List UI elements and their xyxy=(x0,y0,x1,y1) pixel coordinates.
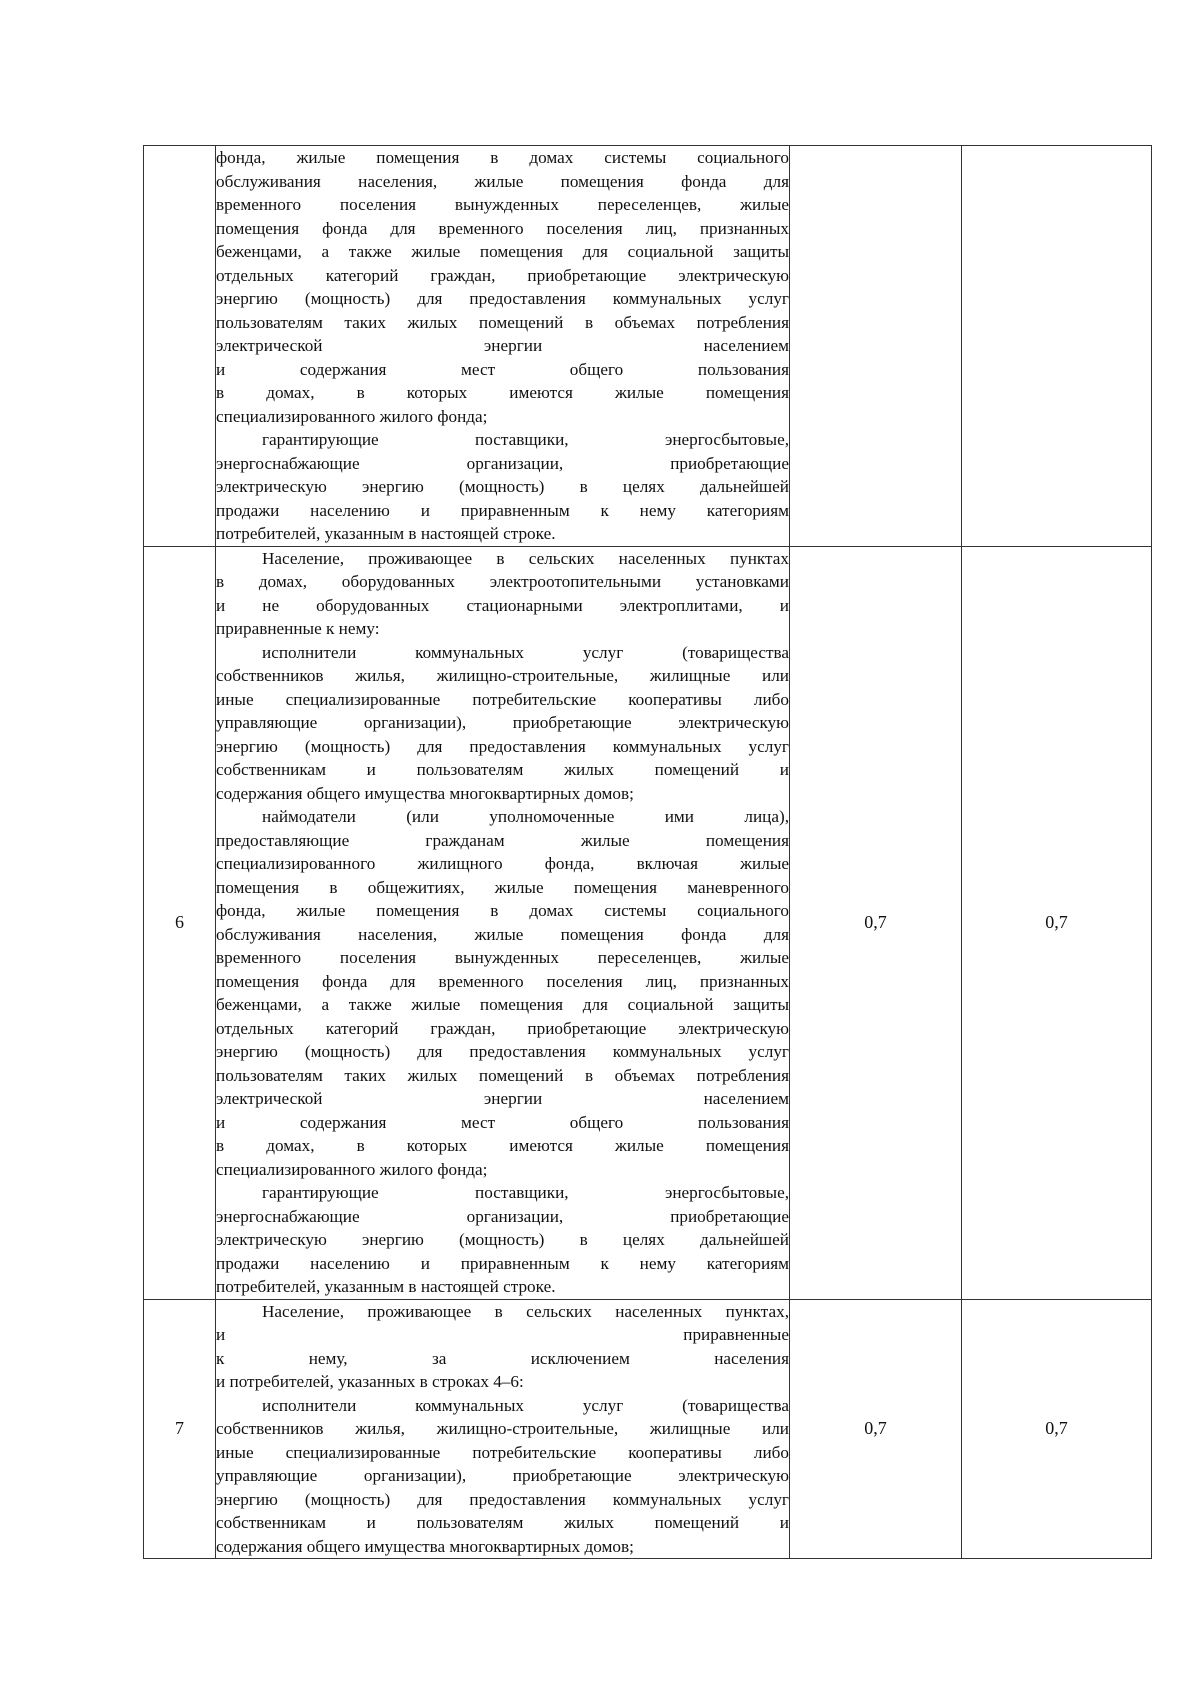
text-line: временного поселения вынужденных переселенцев, жилые xyxy=(216,195,789,214)
text-line: управляющие организации), приобретающие электрическую xyxy=(216,1466,789,1485)
text-line: и потребителей, указанных в строках 4–6: xyxy=(216,1372,524,1391)
text-line: в домах, в которых имеются жилые помещения xyxy=(216,383,789,402)
text-line: и не оборудованных стационарными электроплитами, и xyxy=(216,595,789,615)
text-line: обслуживания населения, жилые помещения фонда для xyxy=(216,171,789,191)
text-line: фонда, жилые помещения в домах системы социального xyxy=(216,148,789,167)
text-line: Население, проживающее в сельских населенных пунктах, xyxy=(262,1301,789,1321)
row-number: 6 xyxy=(144,546,216,1299)
row-description xyxy=(216,146,790,547)
text-line: беженцами, а также жилые помещения для социальной защиты xyxy=(216,242,789,261)
text-line: и приравненные xyxy=(216,1325,789,1344)
table-row xyxy=(144,1299,1152,1559)
text-line: приравненные к нему: xyxy=(216,619,380,638)
text-line: электрической энергии населением xyxy=(216,1089,789,1108)
row-description xyxy=(216,546,790,1299)
text-line: энергию (мощность) для предоставления коммунальных услуг xyxy=(216,736,789,756)
text-line: отдельных категорий граждан, приобретающие электрическую xyxy=(216,265,789,285)
text-line: пользователям таких жилых помещений в объемах потребления xyxy=(216,1065,789,1085)
coefficient-value-2: 0,7 xyxy=(962,1299,1152,1559)
text-line: иные специализированные потребительские кооперативы либо xyxy=(216,689,789,709)
text-line: и содержания мест общего пользования xyxy=(216,1112,789,1132)
coefficient-value-1: 0,7 xyxy=(790,546,962,1299)
text-line: электрическую энергию (мощность) в целях дальнейшей xyxy=(216,477,789,496)
table-row xyxy=(144,146,1152,547)
row-description xyxy=(216,1299,790,1559)
text-line: беженцами, а также жилые помещения для социальной защиты xyxy=(216,995,789,1014)
text-line: собственникам и пользователям жилых помещений и xyxy=(216,1513,789,1532)
text-line: специализированного жилого фонда; xyxy=(216,406,488,426)
text-line: энергоснабжающие организации, приобретающие xyxy=(216,453,789,473)
text-line: фонда, жилые помещения в домах системы социального xyxy=(216,901,789,920)
text-line: помещения фонда для временного поселения лиц, признанных xyxy=(216,971,789,991)
text-line: временного поселения вынужденных переселенцев, жилые xyxy=(216,948,789,967)
text-line: энергию (мощность) для предоставления коммунальных услуг xyxy=(216,1042,789,1061)
text-line: электрическую энергию (мощность) в целях дальнейшей xyxy=(216,1230,789,1249)
text-line: наймодатели (или уполномоченные ими лица), xyxy=(262,807,789,826)
table-row xyxy=(144,546,1152,1299)
text-line: иные специализированные потребительские кооперативы либо xyxy=(216,1442,789,1462)
text-line: энергию (мощность) для предоставления коммунальных услуг xyxy=(216,1489,789,1509)
text-line: отдельных категорий граждан, приобретающие электрическую xyxy=(216,1018,789,1038)
text-line: Население, проживающее в сельских населенных пунктах xyxy=(262,548,789,568)
text-line: помещения в общежитиях, жилые помещения маневренного xyxy=(216,877,789,897)
text-line: в домах, оборудованных электроотопительными установками xyxy=(216,572,789,591)
text-line: собственников жилья, жилищно-строительные, жилищные или xyxy=(216,1419,789,1438)
coefficient-value-2: 0,7 xyxy=(962,546,1152,1299)
coefficient-value-2 xyxy=(962,146,1152,547)
text-line: обслуживания населения, жилые помещения фонда для xyxy=(216,924,789,944)
text-line: специализированного жилищного фонда, включая жилые xyxy=(216,854,789,873)
text-line: потребителей, указанным в настоящей строке. xyxy=(216,524,556,543)
text-line: продажи населению и приравненным к нему категориям xyxy=(216,1253,789,1273)
text-line: и содержания мест общего пользования xyxy=(216,359,789,379)
row-number xyxy=(144,146,216,547)
text-line: пользователям таких жилых помещений в объемах потребления xyxy=(216,312,789,332)
text-line: энергоснабжающие организации, приобретающие xyxy=(216,1206,789,1226)
text-line: специализированного жилого фонда; xyxy=(216,1159,488,1179)
row-number: 7 xyxy=(144,1299,216,1559)
text-line: продажи населению и приравненным к нему категориям xyxy=(216,500,789,520)
coefficient-value-1: 0,7 xyxy=(790,1299,962,1559)
tariff-table xyxy=(143,145,1152,1559)
text-line: управляющие организации), приобретающие электрическую xyxy=(216,713,789,732)
text-line: исполнители коммунальных услуг (товарищества xyxy=(262,1395,789,1415)
coefficient-value-1 xyxy=(790,146,962,547)
text-line: гарантирующие поставщики, энергосбытовые, xyxy=(262,430,789,449)
text-line: энергию (мощность) для предоставления коммунальных услуг xyxy=(216,289,789,308)
text-line: к нему, за исключением населения xyxy=(216,1348,789,1368)
text-line: электрической энергии населением xyxy=(216,336,789,355)
text-line: в домах, в которых имеются жилые помещения xyxy=(216,1136,789,1155)
text-line: собственников жилья, жилищно-строительные, жилищные или xyxy=(216,666,789,685)
text-line: содержания общего имущества многоквартирных домов; xyxy=(216,1536,634,1556)
text-line: помещения фонда для временного поселения лиц, признанных xyxy=(216,218,789,238)
text-line: гарантирующие поставщики, энергосбытовые, xyxy=(262,1183,789,1202)
text-line: содержания общего имущества многоквартирных домов; xyxy=(216,783,634,803)
text-line: исполнители коммунальных услуг (товарищества xyxy=(262,642,789,662)
text-line: собственникам и пользователям жилых помещений и xyxy=(216,760,789,779)
text-line: потребителей, указанным в настоящей строке. xyxy=(216,1277,556,1296)
text-line: предоставляющие гражданам жилые помещения xyxy=(216,830,789,850)
